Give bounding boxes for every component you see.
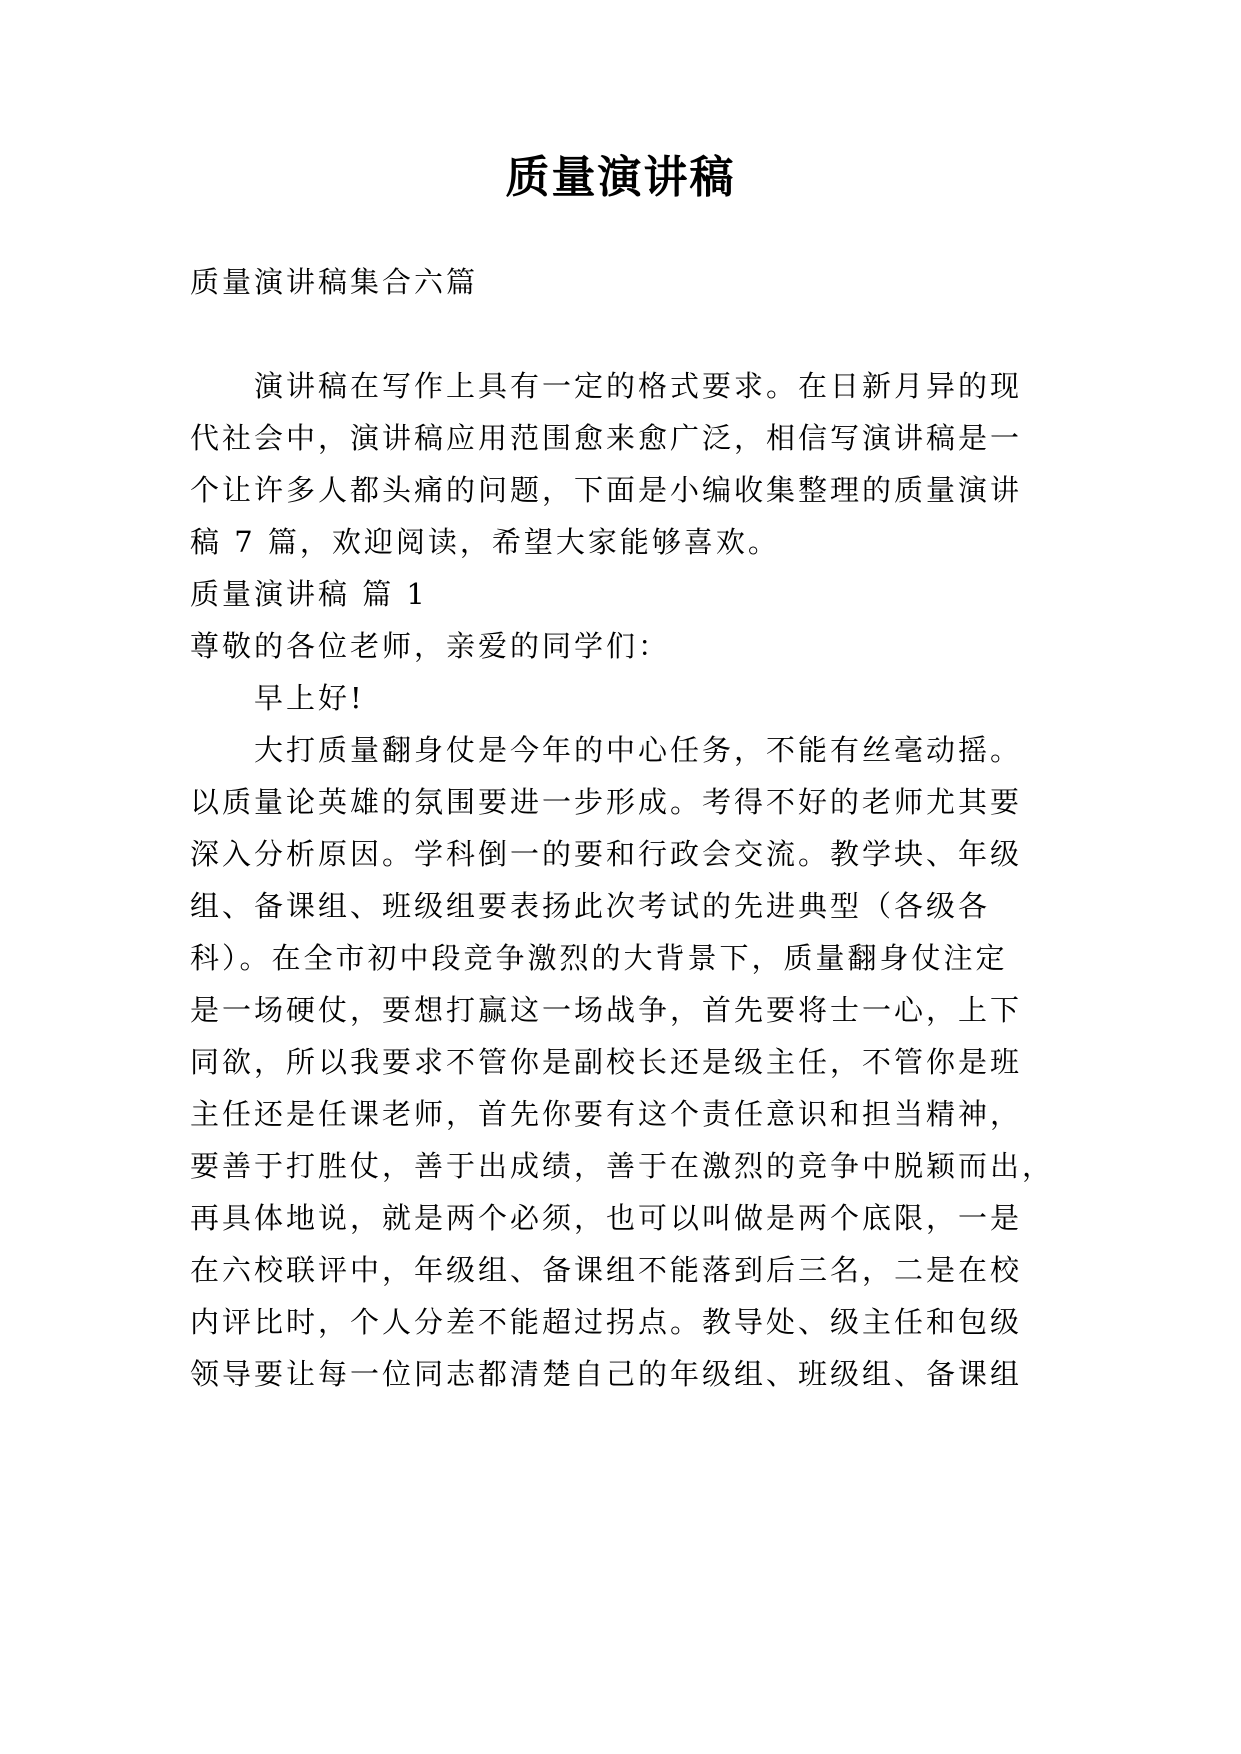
section-heading: 质量演讲稿 篇 1 <box>190 577 428 611</box>
intro-line: 稿 7 篇，欢迎阅读，希望大家能够喜欢。 <box>190 525 780 559</box>
body-line: 再具体地说，就是两个必须，也可以叫做是两个底限，一是 <box>190 1201 1023 1235</box>
intro-line: 演讲稿在写作上具有一定的格式要求。在日新月异的现 <box>254 369 1023 403</box>
body-line: 要善于打胜仗，善于出成绩，善于在激烈的竞争中脱颖而出， <box>190 1149 1055 1183</box>
greeting: 早上好! <box>254 681 365 715</box>
body-line: 是一场硬仗，要想打赢这一场战争，首先要将士一心，上下 <box>190 993 1023 1027</box>
body-line: 以质量论英雄的氛围要进一步形成。考得不好的老师尤其要 <box>190 785 1023 819</box>
body-line: 科）。在全市初中段竞争激烈的大背景下，质量翻身仗注定 <box>190 941 1008 975</box>
document-title: 质量演讲稿 <box>505 152 736 203</box>
body-line: 深入分析原因。学科倒一的要和行政会交流。教学块、年级 <box>190 837 1023 871</box>
body-line: 领导要让每一位同志都清楚自己的年级组、班级组、备课组 <box>190 1357 1023 1391</box>
body-line: 内评比时，个人分差不能超过拐点。教导处、级主任和包级 <box>190 1305 1023 1339</box>
body-line: 组、备课组、班级组要表扬此次考试的先进典型（各级各 <box>190 889 991 923</box>
salutation: 尊敬的各位老师，亲爱的同学们： <box>190 629 671 663</box>
body-line: 在六校联评中，年级组、备课组不能落到后三名，二是在校 <box>190 1253 1023 1287</box>
body-line: 同欲，所以我要求不管你是副校长还是级主任，不管你是班 <box>190 1045 1023 1079</box>
document-subtitle: 质量演讲稿集合六篇 <box>190 265 479 299</box>
intro-line: 个让许多人都头痛的问题，下面是小编收集整理的质量演讲 <box>190 473 1023 507</box>
intro-line: 代社会中，演讲稿应用范围愈来愈广泛，相信写演讲稿是一 <box>190 421 1023 455</box>
body-line: 主任还是任课老师，首先你要有这个责任意识和担当精神， <box>190 1097 1023 1131</box>
body-line: 大打质量翻身仗是今年的中心任务，不能有丝毫动摇。 <box>254 733 1023 767</box>
